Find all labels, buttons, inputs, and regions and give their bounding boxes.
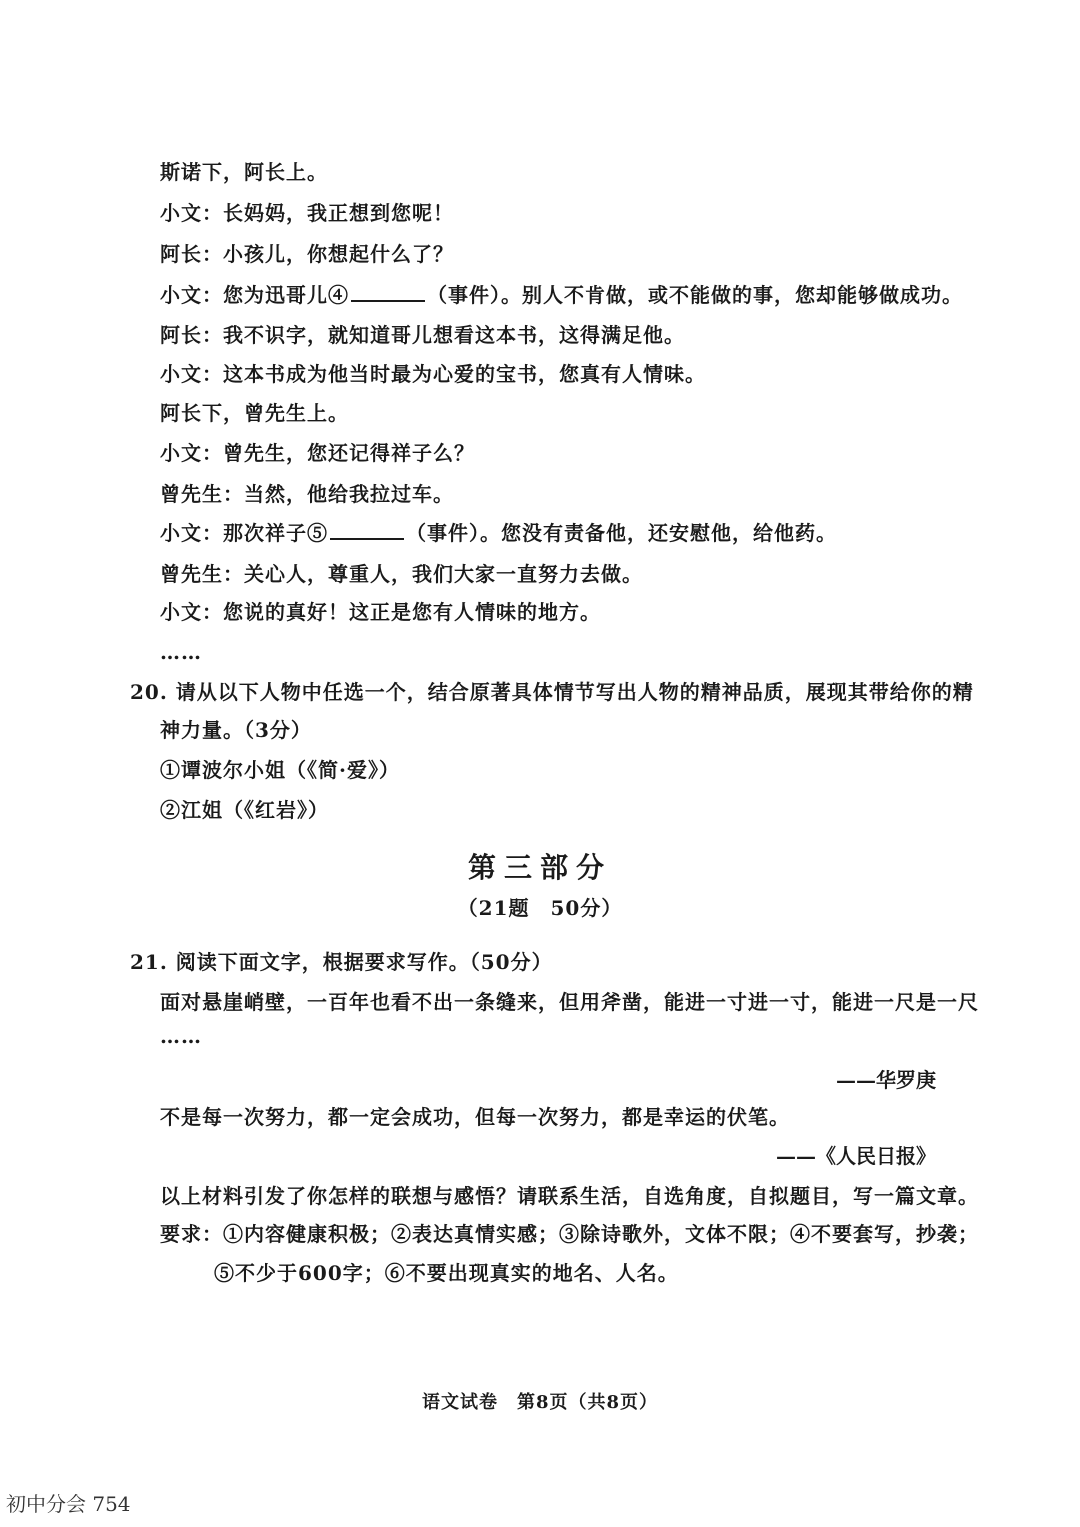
dialogue-line: 曾先生：当然，他给我拉过车。 (160, 482, 454, 506)
dialogue-line: 小文：您说的真好！这正是您有人情味的地方。 (160, 600, 601, 624)
dialogue-line: 斯诺下，阿长上。 (160, 160, 328, 184)
dialogue-line: 小文：曾先生，您还记得祥子么？ (160, 441, 475, 465)
dialogue-text: （事件）。您没有责备他，还安慰他，给他药。 (406, 521, 837, 545)
question-21: 21. 阅读下面文字，根据要求写作。（50分） (130, 950, 553, 974)
answer-blank-4[interactable] (351, 282, 425, 302)
answer-blank-5[interactable] (330, 520, 404, 540)
question-20-option-1: ①谭波尔小姐（《简·爱》） (160, 758, 400, 782)
question-20: 20. 请从以下人物中任选一个，结合原著具体情节写出人物的精神品质，展现其带给你的精 (130, 680, 974, 704)
question-20-cont: 神力量。（3分） (160, 718, 312, 742)
page-footer: 语文试卷 第8页（共8页） (421, 1392, 659, 1413)
question-20-option-2: ②江姐（《红岩》） (160, 798, 329, 822)
writing-requirements: 要求：①内容健康积极；②表达真情实感；③除诗歌外，文体不限；④不要套写，抄袭； (160, 1222, 979, 1246)
quote-ellipsis: …… (160, 1024, 202, 1048)
dialogue-text: 小文：那次祥子⑤ (160, 521, 328, 545)
dialogue-text: （事件）。别人不肯做，或不能做的事，您却能够做成功。 (427, 283, 963, 307)
watermark: 初中分会 754 (6, 1492, 131, 1516)
dialogue-line: 阿长：我不识字，就知道哥儿想看这本书，这得满足他。 (160, 323, 685, 347)
dialogue-text: 小文：您为迅哥儿④ (160, 283, 349, 307)
writing-requirements-cont: ⑤不少于600字；⑥不要出现真实的地名、人名。 (214, 1261, 679, 1285)
section-title: 第三部分 (467, 851, 612, 884)
writing-prompt: 以上材料引发了你怎样的联想与感悟？请联系生活，自选角度，自拟题目，写一篇文章。 (160, 1184, 979, 1208)
dialogue-ellipsis: …… (160, 640, 202, 664)
dialogue-line: 曾先生：关心人，尊重人，我们大家一直努力去做。 (160, 562, 643, 586)
quote-hualuogeng: 面对悬崖峭壁，一百年也看不出一条缝来，但用斧凿，能进一寸进一寸，能进一尺是一尺 (160, 990, 979, 1014)
dialogue-line-with-blank-5 (160, 519, 837, 547)
quote-source-2: ——《人民日报》 (776, 1144, 936, 1168)
dialogue-line-with-blank-4 (160, 281, 963, 309)
dialogue-line: 小文：这本书成为他当时最为心爱的宝书，您真有人情味。 (160, 362, 706, 386)
section-subtitle: （21题 50分） (457, 896, 623, 920)
quote-source-1: ——华罗庚 (836, 1068, 936, 1092)
dialogue-line: 阿长：小孩儿，你想起什么了？ (160, 242, 454, 266)
dialogue-line: 小文：长妈妈，我正想到您呢！ (160, 201, 454, 225)
dialogue-line: 阿长下，曾先生上。 (160, 401, 349, 425)
quote-peoples-daily: 不是每一次努力，都一定会成功，但每一次努力，都是幸运的伏笔。 (160, 1105, 790, 1129)
